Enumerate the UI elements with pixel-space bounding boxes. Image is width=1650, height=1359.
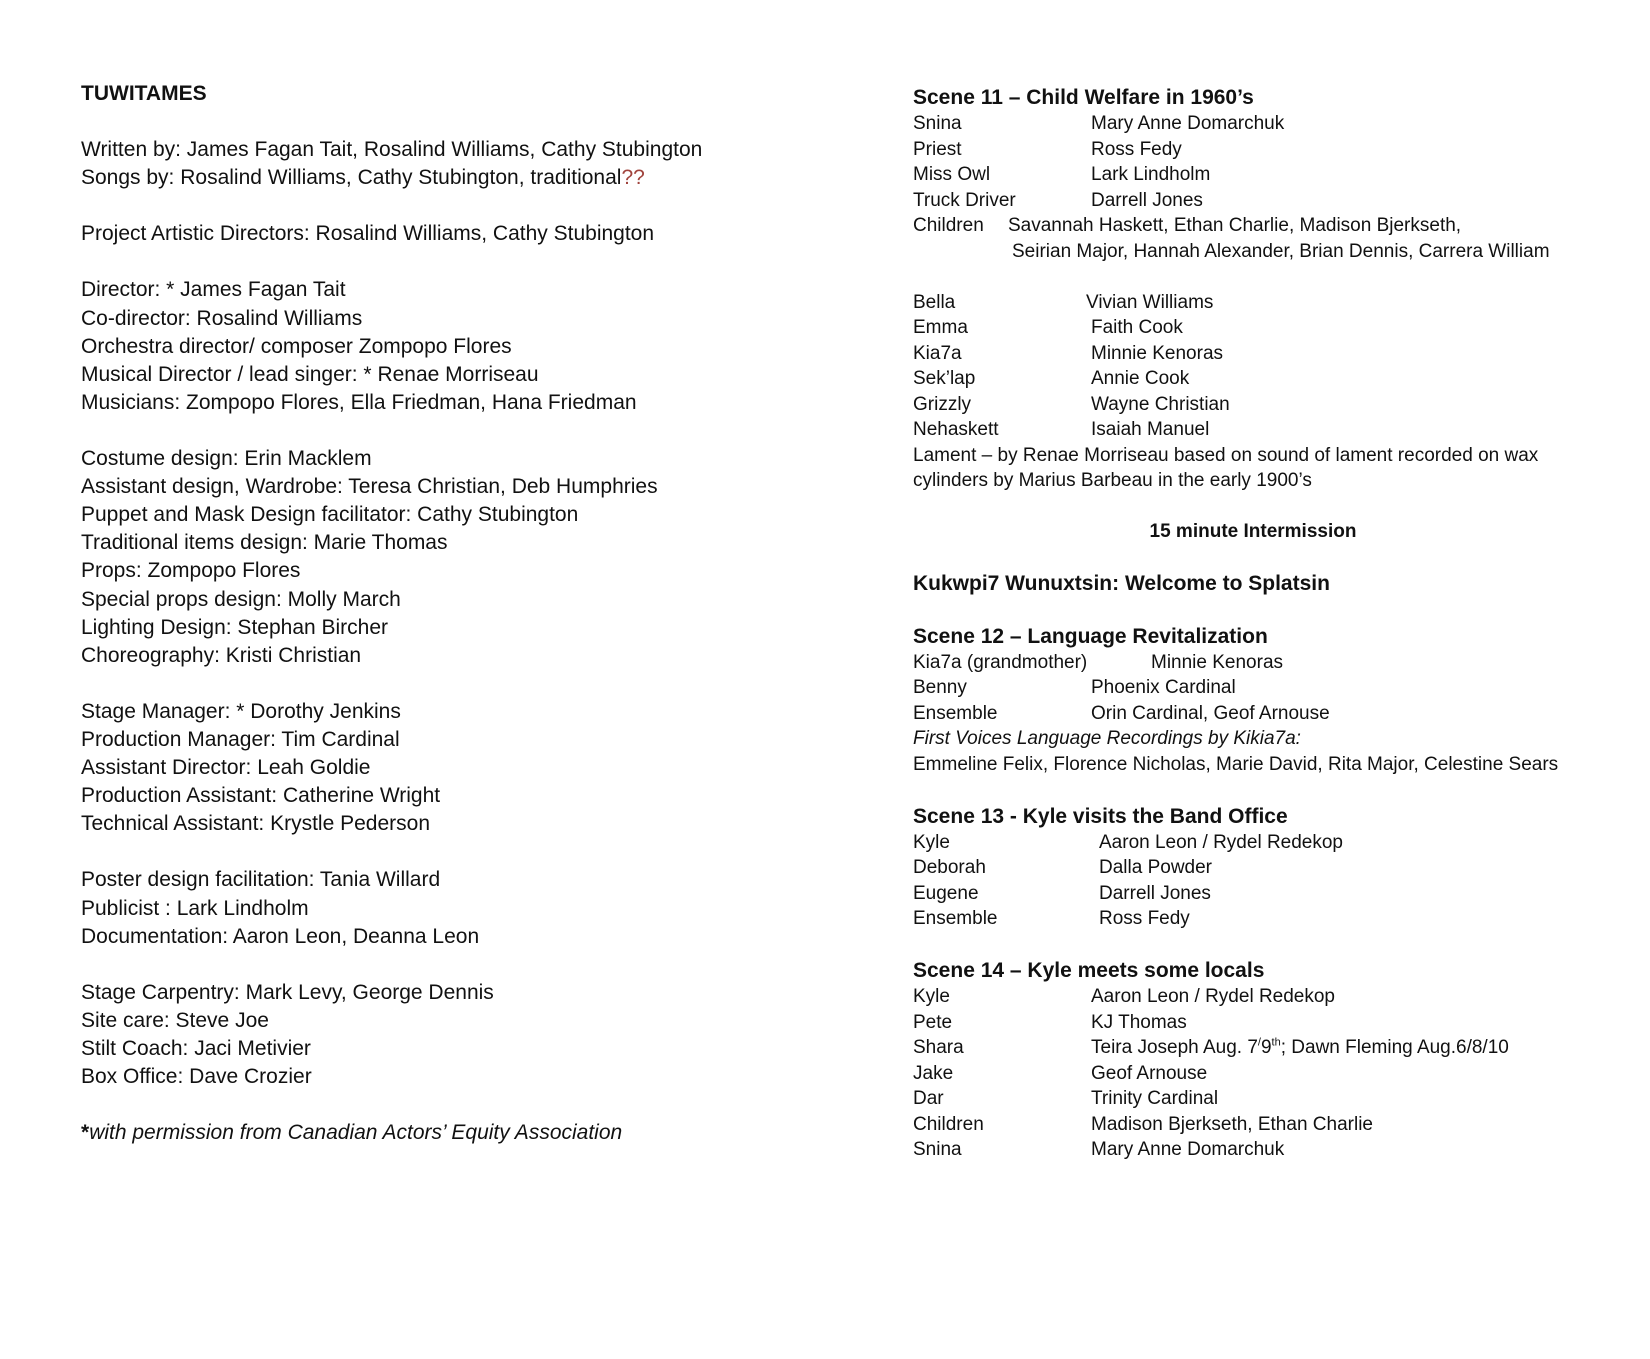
- cast-row: [913, 417, 1633, 443]
- lament-note-continued: cylinders by Marius Barbeau in the early 1900’s: [913, 470, 1312, 491]
- credit-line: Choreography: Kristi Christian: [81, 643, 362, 667]
- credit-line: Special props design: Molly March: [81, 587, 401, 611]
- cast-actor: Minnie Kenoras: [1151, 651, 1284, 673]
- cast-row: [913, 366, 1633, 392]
- cast-actor: Aaron Leon / Rydel Redekop: [1099, 831, 1343, 853]
- cast-row: [913, 188, 1633, 214]
- songs-by-text: Songs by: Rosalind Williams, Cathy Stubington, traditional: [81, 166, 622, 190]
- cast-role: Nehaskett: [913, 419, 999, 440]
- cast-actor: Faith Cook: [1091, 317, 1183, 338]
- cast-role: Grizzly: [913, 393, 972, 415]
- cast-row: [913, 392, 1633, 418]
- cast-actor: Isaiah Manuel: [1091, 419, 1210, 440]
- credit-line: Co-director: Rosalind Williams: [81, 306, 363, 330]
- recordings-heading: First Voices Language Recordings by Kikia7a:: [913, 728, 1301, 749]
- cast-row: [913, 341, 1633, 367]
- cast-actor: KJ Thomas: [1091, 1011, 1187, 1033]
- scene-11-title: Scene 11 – Child Welfare in 1960’s: [913, 86, 1254, 109]
- cast-role: Ensemble: [913, 908, 998, 929]
- credit-line: Musicians: Zompopo Flores, Ella Friedman, Hana Friedman: [81, 390, 637, 414]
- scene-14-title: Scene 14 – Kyle meets some locals: [913, 959, 1265, 982]
- cast-row: [913, 1010, 1633, 1036]
- credit-line: Stage Carpentry: Mark Levy, George Dennis: [81, 980, 494, 1004]
- credit-line: Traditional items design: Marie Thomas: [81, 531, 448, 555]
- cast-actor: Darrell Jones: [1099, 882, 1211, 904]
- scene-13-title: Scene 13 - Kyle visits the Band Office: [913, 804, 1288, 828]
- lament-note: Lament – by Renae Morriseau based on sound of lament recorded on wax: [913, 444, 1539, 466]
- cast-actor: Ross Fedy: [1099, 908, 1190, 929]
- credit-line: Costume design: Erin Macklem: [81, 447, 372, 471]
- cast-role: Eugene: [913, 882, 979, 904]
- cast-actor: [1091, 1035, 1509, 1061]
- credit-line: Assistant Director: Leah Goldie: [81, 756, 371, 780]
- cast-role: Priest: [913, 138, 962, 160]
- welcome-heading: Kukwpi7 Wunuxtsin: Welcome to Splatsin: [913, 572, 1330, 595]
- cast-role: Children: [913, 215, 984, 236]
- credit-line: Stilt Coach: Jaci Metivier: [81, 1037, 311, 1060]
- cast-row: [913, 906, 1633, 932]
- shara-dates-b: 9: [1260, 1037, 1272, 1058]
- footnote-star: *: [81, 1121, 90, 1145]
- credit-line: Orchestra director/ composer Zompopo Flores: [81, 334, 512, 358]
- credit-line: Production Assistant: Catherine Wright: [81, 784, 441, 808]
- cast-row: [913, 855, 1633, 881]
- cast-role: Dar: [913, 1088, 944, 1109]
- cast-role: Ensemble: [913, 702, 998, 724]
- credit-line: Site care: Steve Joe: [81, 1008, 269, 1032]
- shara-dates-a: Teira Joseph Aug. 7: [1091, 1037, 1258, 1058]
- cast-row: [913, 984, 1633, 1010]
- cast-row: [913, 1137, 1633, 1163]
- cast-actor: Phoenix Cardinal: [1091, 677, 1236, 698]
- credit-line: Production Manager: Tim Cardinal: [81, 727, 400, 751]
- shara-sup-th: th: [1271, 1036, 1281, 1049]
- cast-actor: Geof Arnouse: [1091, 1062, 1208, 1084]
- shara-dates-c: ; Dawn Fleming Aug.6/8/10: [1280, 1037, 1509, 1058]
- credit-line: Puppet and Mask Design facilitator: Cathy Stubington: [81, 503, 579, 527]
- query-marks: ??: [621, 166, 645, 190]
- cast-actor: Minnie Kenoras: [1091, 342, 1224, 364]
- left-page: [81, 80, 821, 1355]
- credit-line: Documentation: Aaron Leon, Deanna Leon: [81, 924, 480, 948]
- project-directors: Project Artistic Directors: Rosalind Williams, Cathy Stubington: [81, 222, 655, 246]
- cast-row: [913, 1112, 1633, 1138]
- cast-role: Kia7a: [913, 342, 962, 364]
- cast-role: Truck Driver: [913, 189, 1016, 211]
- credits-group-direction: [81, 276, 821, 416]
- credits-group-site: [81, 979, 821, 1091]
- credit-line: Director: * James Fagan Tait: [81, 278, 346, 302]
- cast-actor: Annie Cook: [1091, 368, 1190, 389]
- cast-actor: Aaron Leon / Rydel Redekop: [1091, 986, 1335, 1007]
- cast-actor: Mary Anne Domarchuk: [1091, 1139, 1285, 1160]
- cast-role: Deborah: [913, 857, 986, 878]
- cast-actor: Mary Anne Domarchuk: [1091, 113, 1285, 134]
- cast-role: Jake: [913, 1062, 954, 1084]
- credit-line: Props: Zompopo Flores: [81, 559, 301, 583]
- cast-actor: Trinity Cardinal: [1091, 1088, 1219, 1109]
- credit-line: Technical Assistant: Krystle Pederson: [81, 812, 431, 836]
- cast-role: Bella: [913, 291, 956, 313]
- cast-role: Emma: [913, 317, 968, 338]
- equity-footnote: [81, 1119, 821, 1147]
- cast-role: Miss Owl: [913, 164, 991, 185]
- cast-row: [913, 137, 1633, 163]
- credit-line: Stage Manager: * Dorothy Jenkins: [81, 699, 401, 723]
- cast-row: [913, 111, 1633, 137]
- credit-line: Box Office: Dave Crozier: [81, 1065, 312, 1089]
- credit-line: Assistant design, Wardrobe: Teresa Christian, Deb Humphries: [81, 475, 658, 499]
- cast-role: Pete: [913, 1011, 953, 1033]
- recordings-names: Emmeline Felix, Florence Nicholas, Marie David, Rita Major, Celestine Sears: [913, 753, 1559, 775]
- cast-row: [913, 1086, 1633, 1112]
- credits-group-design: [81, 445, 821, 670]
- cast-role: Shara: [913, 1037, 964, 1058]
- cast-actor: Darrell Jones: [1091, 189, 1203, 211]
- cast-role: Snina: [913, 113, 962, 134]
- right-page: [913, 84, 1633, 1359]
- written-by: Written by: James Fagan Tait, Rosalind Williams, Cathy Stubington: [81, 138, 703, 161]
- cast-row: [913, 830, 1633, 856]
- songs-by: [81, 164, 821, 192]
- cast-actor: Ross Fedy: [1091, 138, 1182, 160]
- cast-row: [913, 315, 1633, 341]
- scene-12-title: Scene 12 – Language Revitalization: [913, 624, 1268, 648]
- cast-actor: Wayne Christian: [1091, 393, 1230, 415]
- credit-line: Musical Director / lead singer: * Renae Morriseau: [81, 362, 539, 386]
- cast-role: Children: [913, 1113, 984, 1135]
- cast-role: Kia7a (grandmother): [913, 651, 1088, 673]
- credit-line: Poster design facilitation: Tania Willard: [81, 868, 441, 892]
- shara-sup-slash: /: [1257, 1036, 1261, 1049]
- cast-continuation: Seirian Major, Hannah Alexander, Brian Dennis, Carrera William: [1012, 240, 1550, 262]
- credits-group-publicity: [81, 866, 821, 950]
- intermission-note: 15 minute Intermission: [1149, 521, 1357, 542]
- cast-actor: Savannah Haskett, Ethan Charlie, Madison Bjerkseth,: [1008, 215, 1462, 236]
- cast-role: Sek’lap: [913, 368, 976, 389]
- cast-actor: Orin Cardinal, Geof Arnouse: [1091, 702, 1330, 724]
- credit-line: Lighting Design: Stephan Bircher: [81, 615, 389, 639]
- cast-row: [913, 650, 1633, 676]
- cast-row: [913, 1061, 1633, 1087]
- cast-role: Kyle: [913, 831, 950, 853]
- cast-row: [913, 1035, 1633, 1061]
- footnote-text: with permission from Canadian Actors’ Equity Association: [89, 1121, 623, 1145]
- cast-actor: Madison Bjerkseth, Ethan Charlie: [1091, 1113, 1373, 1135]
- cast-row: [913, 881, 1633, 907]
- cast-row: [913, 213, 1633, 239]
- program-title: TUWITAMES: [81, 82, 207, 105]
- credit-line: Publicist : Lark Lindholm: [81, 896, 309, 920]
- cast-row: [913, 701, 1633, 727]
- credits-group-management: [81, 698, 821, 838]
- cast-row: [913, 675, 1633, 701]
- cast-role: Benny: [913, 677, 967, 698]
- cast-role: Snina: [913, 1139, 962, 1160]
- cast-actor: Lark Lindholm: [1091, 164, 1211, 185]
- cast-role: Kyle: [913, 986, 950, 1007]
- cast-actor: Dalla Powder: [1099, 857, 1212, 878]
- cast-row: [913, 290, 1633, 316]
- cast-row: [913, 162, 1633, 188]
- cast-actor: Vivian Williams: [1086, 291, 1214, 313]
